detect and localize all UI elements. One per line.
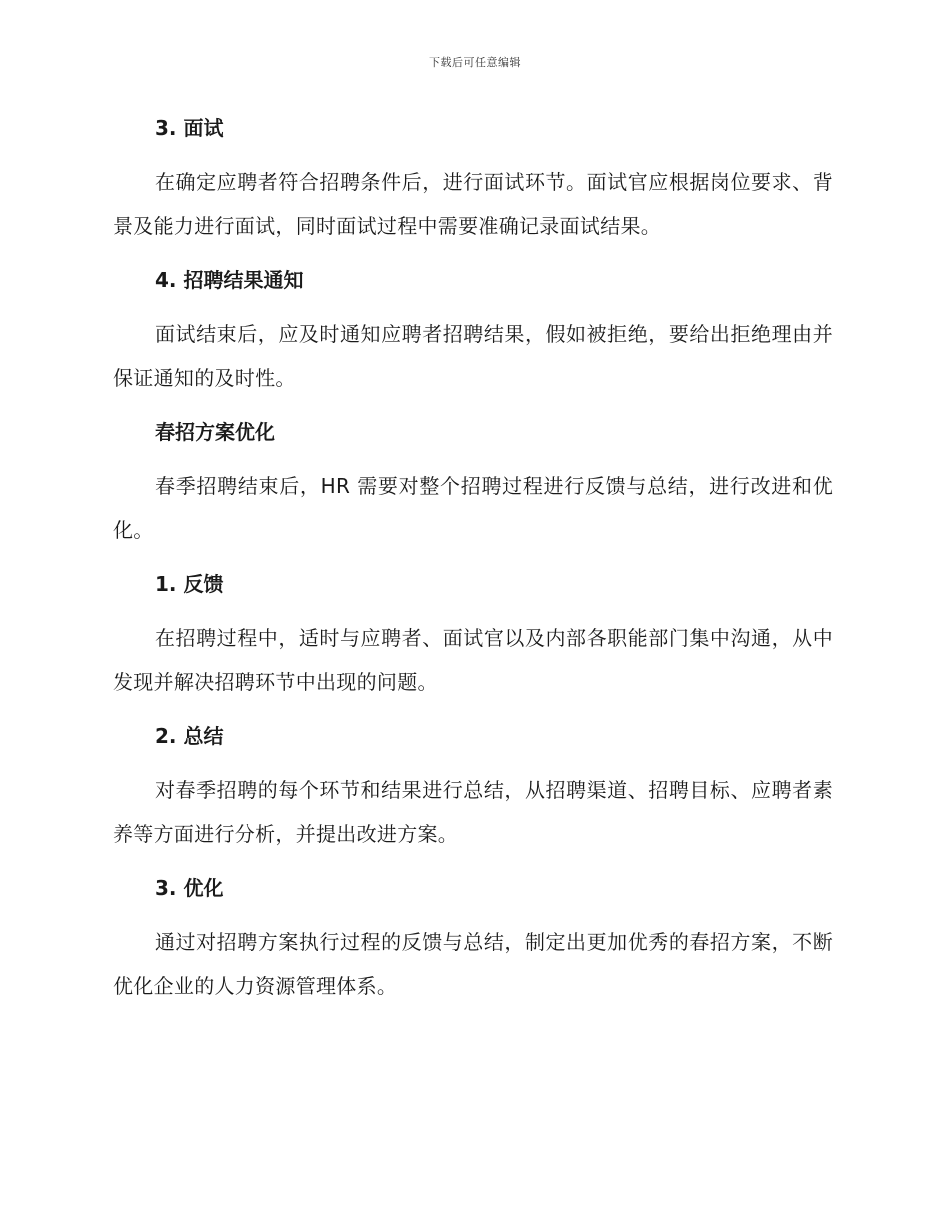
section-heading-result-notice: 4. 招聘结果通知 — [155, 268, 304, 292]
paragraph-feedback: 在招聘过程中，适时与应聘者、面试官以及内部各职能部门集中沟通，从中发现并解决招聘环节中出现的问题。 — [113, 626, 833, 694]
paragraph-optimization-plan: 春季招聘结束后，HR 需要对整个招聘过程进行反馈与总结，进行改进和优化。 — [113, 474, 833, 542]
page-header: 下载后可任意编辑 — [429, 56, 521, 69]
section-heading-optimization-plan: 春招方案优化 — [155, 420, 275, 444]
paragraph-result-notice: 面试结束后，应及时通知应聘者招聘结果，假如被拒绝，要给出拒绝理由并保证通知的及时性。 — [113, 322, 833, 390]
paragraph-interview: 在确定应聘者符合招聘条件后，进行面试环节。面试官应根据岗位要求、背景及能力进行面试，同时面试过程中需要准确记录面试结果。 — [113, 170, 833, 238]
section-heading-feedback: 1. 反馈 — [155, 572, 224, 596]
section-heading-optimize: 3. 优化 — [155, 876, 224, 900]
section-heading-summary: 2. 总结 — [155, 724, 224, 748]
document-body — [113, 110, 833, 1008]
section-heading-interview: 3. 面试 — [155, 116, 224, 140]
paragraph-optimize: 通过对招聘方案执行过程的反馈与总结，制定出更加优秀的春招方案，不断优化企业的人力资源管理体系。 — [113, 930, 833, 998]
paragraph-summary: 对春季招聘的每个环节和结果进行总结，从招聘渠道、招聘目标、应聘者素养等方面进行分析，并提出改进方案。 — [113, 778, 833, 846]
